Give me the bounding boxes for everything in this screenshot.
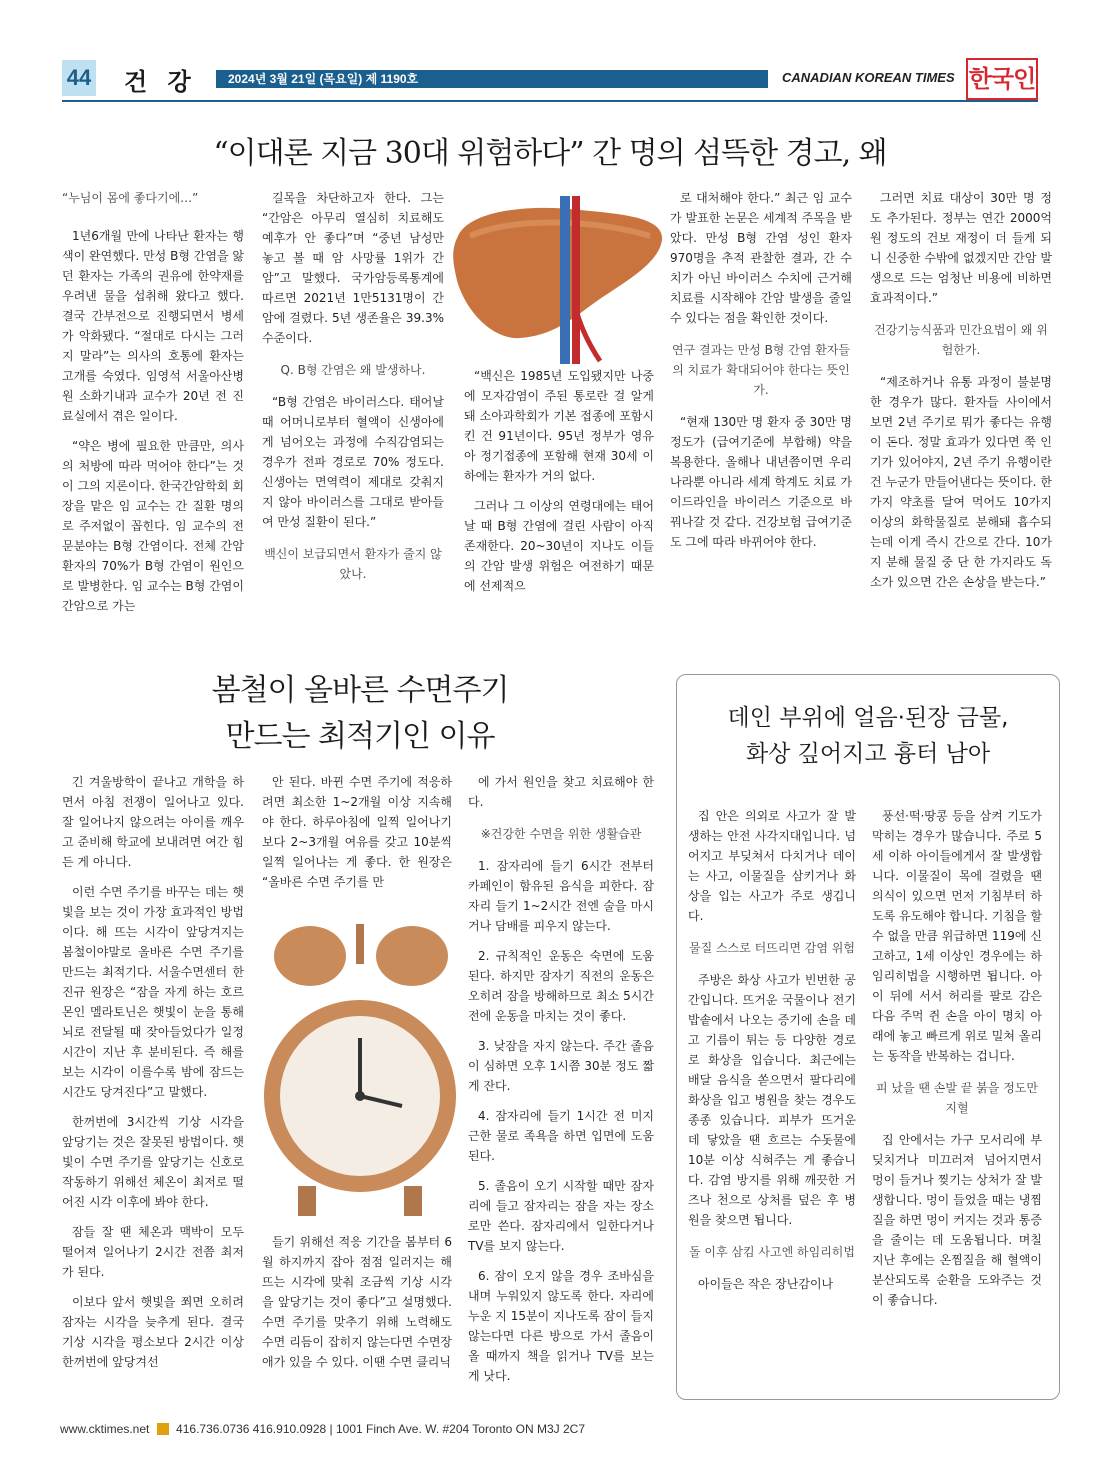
- page-number: 44: [62, 60, 96, 96]
- subheading: 돌 이후 삼킴 사고엔 하임리히법: [689, 1245, 855, 1259]
- article-1-col-2: [262, 188, 444, 596]
- article-3-headline: [690, 700, 1046, 772]
- date-issue-bar: 2024년 3월 21일 (목요일) 제 1190호: [216, 70, 768, 88]
- header-rule: [62, 100, 1038, 102]
- newspaper-logo: 한국인: [966, 58, 1038, 100]
- article-3-col-1: [688, 806, 856, 1304]
- article-2-col-3: [468, 772, 654, 1396]
- paragraph: 풍선·떡·땅콩 등을 삼켜 기도가 막히는 경우가 많습니다. 주로 5세 이하 아이들에게서 잘 발생합니다. 이물질이 목에 걸렸을 땐 의식이 있으면 먼저 기침부터 하도록 유도해야 합니다. 기침을 할 수 없을 만큼 위급하면 119에 신고하고, 1세 이상인 경우에는 하임리히법을 시행하면 됩니다. 아이 뒤에 서서 허리를 팔로 감은 다음 주먹 쥔 손을 아이 명치 아래에 놓고 빠르게 위로 밀쳐 올리는 동작을 반복하는 겁니다.: [872, 809, 1042, 1063]
- publication-name: CANADIAN KOREAN TIMES: [782, 70, 955, 85]
- paragraph: 잠들 잘 땐 체온과 맥박이 모두 떨어져 일어나기 2시간 전쯤 최저가 된다.: [62, 1225, 244, 1279]
- paragraph: 이런 수면 주기를 바꾸는 데는 햇빛을 보는 것이 가장 효과적인 방법이다. 해 뜨는 시각이 앞당겨지는 봄철이야말로 올바른 수면 주기를 만드는 최적기다. 서울수면센터 한진규 원장은 “잠을 자게 하는 호르몬인 멜라토닌은 햇빛이 눈을 통해 뇌로 전달될 때 잦아들었다가 일정 시간이 지난 후 분비된다. 즉 해를 보는 시각이 이를수록 밤에 잠드는 시간도 당겨진다”고 말했다.: [62, 885, 244, 1099]
- paragraph: 집 안은 의외로 사고가 잘 발생하는 안전 사각지대입니다. 넘어지고 부딪쳐서 다치거나 데이는 사고, 이물질을 삼키거나 화상을 입는 사고가 주로 생깁니다.: [688, 809, 856, 923]
- footer: [60, 1422, 585, 1436]
- article-1-headline: “이대론 지금 30대 위험하다” 간 명의 섬뜩한 경고, 왜: [213, 136, 887, 171]
- headline-line: 화상 깊어지고 흉터 남아: [745, 741, 991, 767]
- website-link[interactable]: www.cktimes.net: [60, 1422, 150, 1436]
- subheading: 물질 스스로 터뜨리면 감염 위험: [689, 941, 855, 955]
- paragraph: “약은 병에 필요한 만큼만, 의사의 처방에 따라 먹어야 한다”는 것이 그의 지론이다. 한국간암학회 회장을 맡은 임 교수는 간 질환 명의로 주저없이 꼽힌다. 임 교수의 전문분야는 B형 간염이다. 전체 간암 환자의 70%가 B형 간염이 원인으로 발병한다. 임 교수는 B형 간염이 간암으로 가는: [62, 439, 244, 613]
- subheading: 피 났을 땐 손발 끝 붉을 정도만 지혈: [876, 1081, 1038, 1115]
- article-1-col-5: [870, 188, 1052, 602]
- alarm-clock-illustration: [262, 910, 458, 1228]
- paragraph: 긴 겨울방학이 끝나고 개학을 하면서 아침 전쟁이 일어나고 있다. 잘 일어나지 않으려는 아이를 깨우고 준비해 학교에 보내려면 여간 힘든 게 아니다.: [62, 775, 244, 869]
- headline-line: 데인 부위에 얼음·된장 금물,: [727, 705, 1009, 731]
- paragraph: “B형 간염은 바이러스다. 태어날 때 어머니로부터 혈액이 신생아에게 넘어오는 과정에 수직감염되는 경우가 전파 경로로 70% 정도다. 신생아는 면역력이 제대로 갖춰지지 않아 바이러스를 그대로 받아들여 만성 질환이 된다.”: [262, 395, 444, 529]
- liver-illustration: [450, 196, 672, 364]
- article-1-col-4: [670, 188, 852, 562]
- paragraph: “제조하거나 유통 과정이 불분명한 경우가 많다. 환자들 사이에서 보면 2년 주기로 뭐가 좋다는 유행이 돈다. 정말 효과가 있다면 쭉 인기가 있어야지, 2년 주기 유행이란 건 누군가 만들어낸다는 뜻이다. 한 가지 약초를 달여 먹어도 10가지 이상의 화학물질로 분해돼 흡수되는데 이게 즉시 간으로 간다. 10가지 분해 물질 중 단 한 가지라도 독소가 있으면 간은 손상을 받는다.”: [870, 375, 1052, 589]
- list-item: 4. 잠자리에 들기 1시간 전 미지근한 물로 족욕을 하면 입면에 도움된다.: [468, 1109, 654, 1163]
- headline-line: 만드는 최적기인 이유: [225, 719, 495, 754]
- list-item: 1. 잠자리에 들기 6시간 전부터 카페인이 함유된 음식을 피한다. 잠자리 들기 1~2시간 전엔 술을 마시거나 담배를 피우지 않는다.: [468, 859, 654, 933]
- list-item: 3. 낮잠을 자지 않는다. 주간 졸음이 심하면 오후 1시쯤 30분 정도 짧게 잔다.: [468, 1039, 654, 1093]
- section-title: 건 강: [124, 68, 197, 96]
- paragraph: 주방은 화상 사고가 빈번한 공간입니다. 뜨거운 국물이나 전기밥솥에서 나오는 증기에 손을 데고 기름이 튀는 등 다양한 경로로 화상을 입습니다. 최근에는 배달 음식을 쏟으면서 팔다리에 화상을 입고 병원을 찾는 경우도 종종 있습니다. 피부가 뜨거운 데 닿았을 땐 흐르는 수돗물에 10분 이상 식혀주는 게 좋습니다. 감염 방지를 위해 깨끗한 거즈나 천으로 상처를 덮은 후 병원을 찾으면 됩니다.: [688, 973, 856, 1227]
- list-item: 5. 졸음이 오기 시작할 때만 잠자리에 들고 잠자리는 잠을 자는 장소로만 쓴다. 잠자리에서 일한다거나 TV를 보지 않는다.: [468, 1179, 654, 1253]
- article-1-col-3: [464, 366, 654, 606]
- paragraph: 1년6개월 만에 나타난 환자는 행색이 완연했다. 만성 B형 간염을 앓던 환자는 가족의 권유에 한약재를 우려낸 물을 섭취해 왔다고 했다. 결국 간부전으로 진행되면서 병세가 악화됐다. “절대로 다시는 그러지 말라”는 의사의 호통에 환자는 고개를 숙였다. 임영석 서울아산병원 소화기내과 교수가 20년 전 진료실에서 겪은 일이다.: [62, 229, 244, 423]
- paragraph: 길목을 차단하고자 한다. 그는 “간암은 아무리 열심히 치료해도 예후가 안 좋다”며 “중년 남성만 놓고 볼 때 암 사망률 1위가 간암”고 말했다. 국가암등록통계에 따르면 2021년 1만5131명이 간암에 걸렸다. 5년 생존율은 39.3% 수준이다.: [262, 191, 444, 345]
- interview-question: 백신이 보급되면서 환자가 줄지 않았나.: [264, 547, 442, 581]
- paragraph: 로 대처해야 한다.” 최근 임 교수가 발표한 논문은 세계적 주목을 받았다. 만성 B형 간염 성인 환자 970명을 추적 관찰한 결과, 간 수치가 아닌 바이러스 수치에 근거해 치료를 시작해야 간암 발생을 줄일 수 있다는 점을 확인한 것이다.: [670, 191, 852, 325]
- list-item: 6. 잠이 오지 않을 경우 조바심을 내며 누워있지 않도록 한다. 자리에 누운 지 15분이 지나도록 잠이 들지 않는다면 다른 방으로 가서 졸음이 올 때까지 책을 읽거나 TV를 보는 게 낫다.: [468, 1269, 654, 1383]
- list-item: 2. 규칙적인 운동은 숙면에 도움된다. 하지만 잠자기 직전의 운동은 오히려 잠을 방해하므로 최소 5시간 전에 운동을 마치는 것이 좋다.: [468, 949, 654, 1023]
- paragraph: 그러면 치료 대상이 30만 명 정도 추가된다. 정부는 연간 2000억원 정도의 건보 재정이 더 들게 되니 신중한 수밖에 없겠지만 간암 발생으로 드는 엄청난 비용에 비하면 효과적이다.”: [870, 191, 1052, 305]
- phone-icon: [157, 1423, 169, 1435]
- article-2-col-2-bottom: [262, 1232, 452, 1382]
- paragraph: 에 가서 원인을 찾고 치료해야 한다.: [468, 775, 654, 809]
- paragraph: “현재 130만 명 환자 중 30만 명 정도가 (급여기준에 부합해) 약을 복용한다. 올해나 내년쯤이면 우리나라뿐 아니라 세계 학계도 치료 가이드라인을 바이러스 기준으로 바꿔나갈 것 같다. 건강보험 급여기준도 그에 따라 바뀌어야 한다.: [670, 415, 852, 549]
- article-3-col-2: [872, 806, 1042, 1320]
- paragraph: 집 안에서는 가구 모서리에 부딪치거나 미끄러져 넘어지면서 멍이 들거나 찢기는 상처가 잘 발생합니다. 멍이 들었을 때는 냉찜질을 하면 멍이 커지는 것과 통증을 줄이는 데 도움됩니다. 며칠 지난 후에는 온찜질을 해 혈액이 분산되도록 순환을 도와주는 것이 좋습니다.: [872, 1133, 1042, 1307]
- interview-question: 건강기능식품과 민간요법이 왜 위험한가.: [874, 323, 1048, 357]
- lead-quote: “누님이 몸에 좋다기에…”: [62, 191, 199, 205]
- contact-info: 416.736.0736 416.910.0928 | 1001 Finch Ave. W. #204 Toronto ON M3J 2C7: [176, 1422, 586, 1436]
- interview-question: Q. B형 간염은 왜 발생하나.: [280, 363, 426, 377]
- paragraph: “백신은 1985년 도입됐지만 나중에 모자감염이 주된 통로란 걸 알게 돼 소아과학회가 기본 접종에 포함시킨 건 91년이다. 95년 정부가 영유아 정기접종에 포함해 현재 30세 이하에는 환자가 거의 없다.: [464, 369, 654, 483]
- paragraph: 안 된다. 바뀐 수면 주기에 적응하려면 최소한 1~2개월 이상 지속해야 한다. 하루아침에 일찍 일어나기보다 2~3개월 여유를 갖고 10분씩 일찍 일어나는 게 좋다. 한 원장은 “올바른 수면 주기를 만: [262, 775, 452, 889]
- paragraph: 들기 위해선 적응 기간을 봄부터 6월 하지까지 잡아 점점 일러지는 해 뜨는 시각에 맞춰 조금씩 기상 시각을 앞당기는 것이 좋다”고 설명했다. 수면 주기를 맞추기 위해 노력해도 수면 리듬이 잡히지 않는다면 수면장애가 있을 수 있다. 이땐 수면 클리닉: [262, 1235, 452, 1369]
- sidebar-title: ※건강한 수면을 위한 생활습관: [480, 827, 642, 841]
- interview-question: 연구 결과는 만성 B형 간염 환자들의 치료가 확대되어야 한다는 뜻인가.: [671, 343, 850, 397]
- paragraph: 그러나 그 이상의 연령대에는 태어날 때 B형 간염에 걸린 사람이 아직 존재한다. 20~30년이 지나도 이들의 간암 발생 위험은 여전하기 때문에 선제적으: [464, 499, 654, 593]
- headline-line: 봄철이 올바른 수면주기: [211, 673, 509, 708]
- article-2-col-1: [62, 772, 244, 1382]
- article-2-col-2-top: [262, 772, 452, 902]
- paragraph: 이보다 앞서 햇빛을 쬐면 오히려 잠자는 시각을 늦추게 된다. 결국 기상 시각을 평소보다 2시간 이상 한꺼번에 앞당겨선: [62, 1295, 244, 1369]
- paragraph: 한꺼번에 3시간씩 기상 시각을 앞당기는 것은 잘못된 방법이다. 햇빛이 수면 주기를 앞당기는 신호로 작동하기 위해선 체온이 최저로 떨어진 시각 이후에 봐야 한다.: [62, 1115, 244, 1209]
- paragraph: 아이들은 작은 장난감이나: [698, 1277, 834, 1291]
- article-1-col-1: [62, 188, 244, 626]
- article-2-headline: [180, 668, 540, 760]
